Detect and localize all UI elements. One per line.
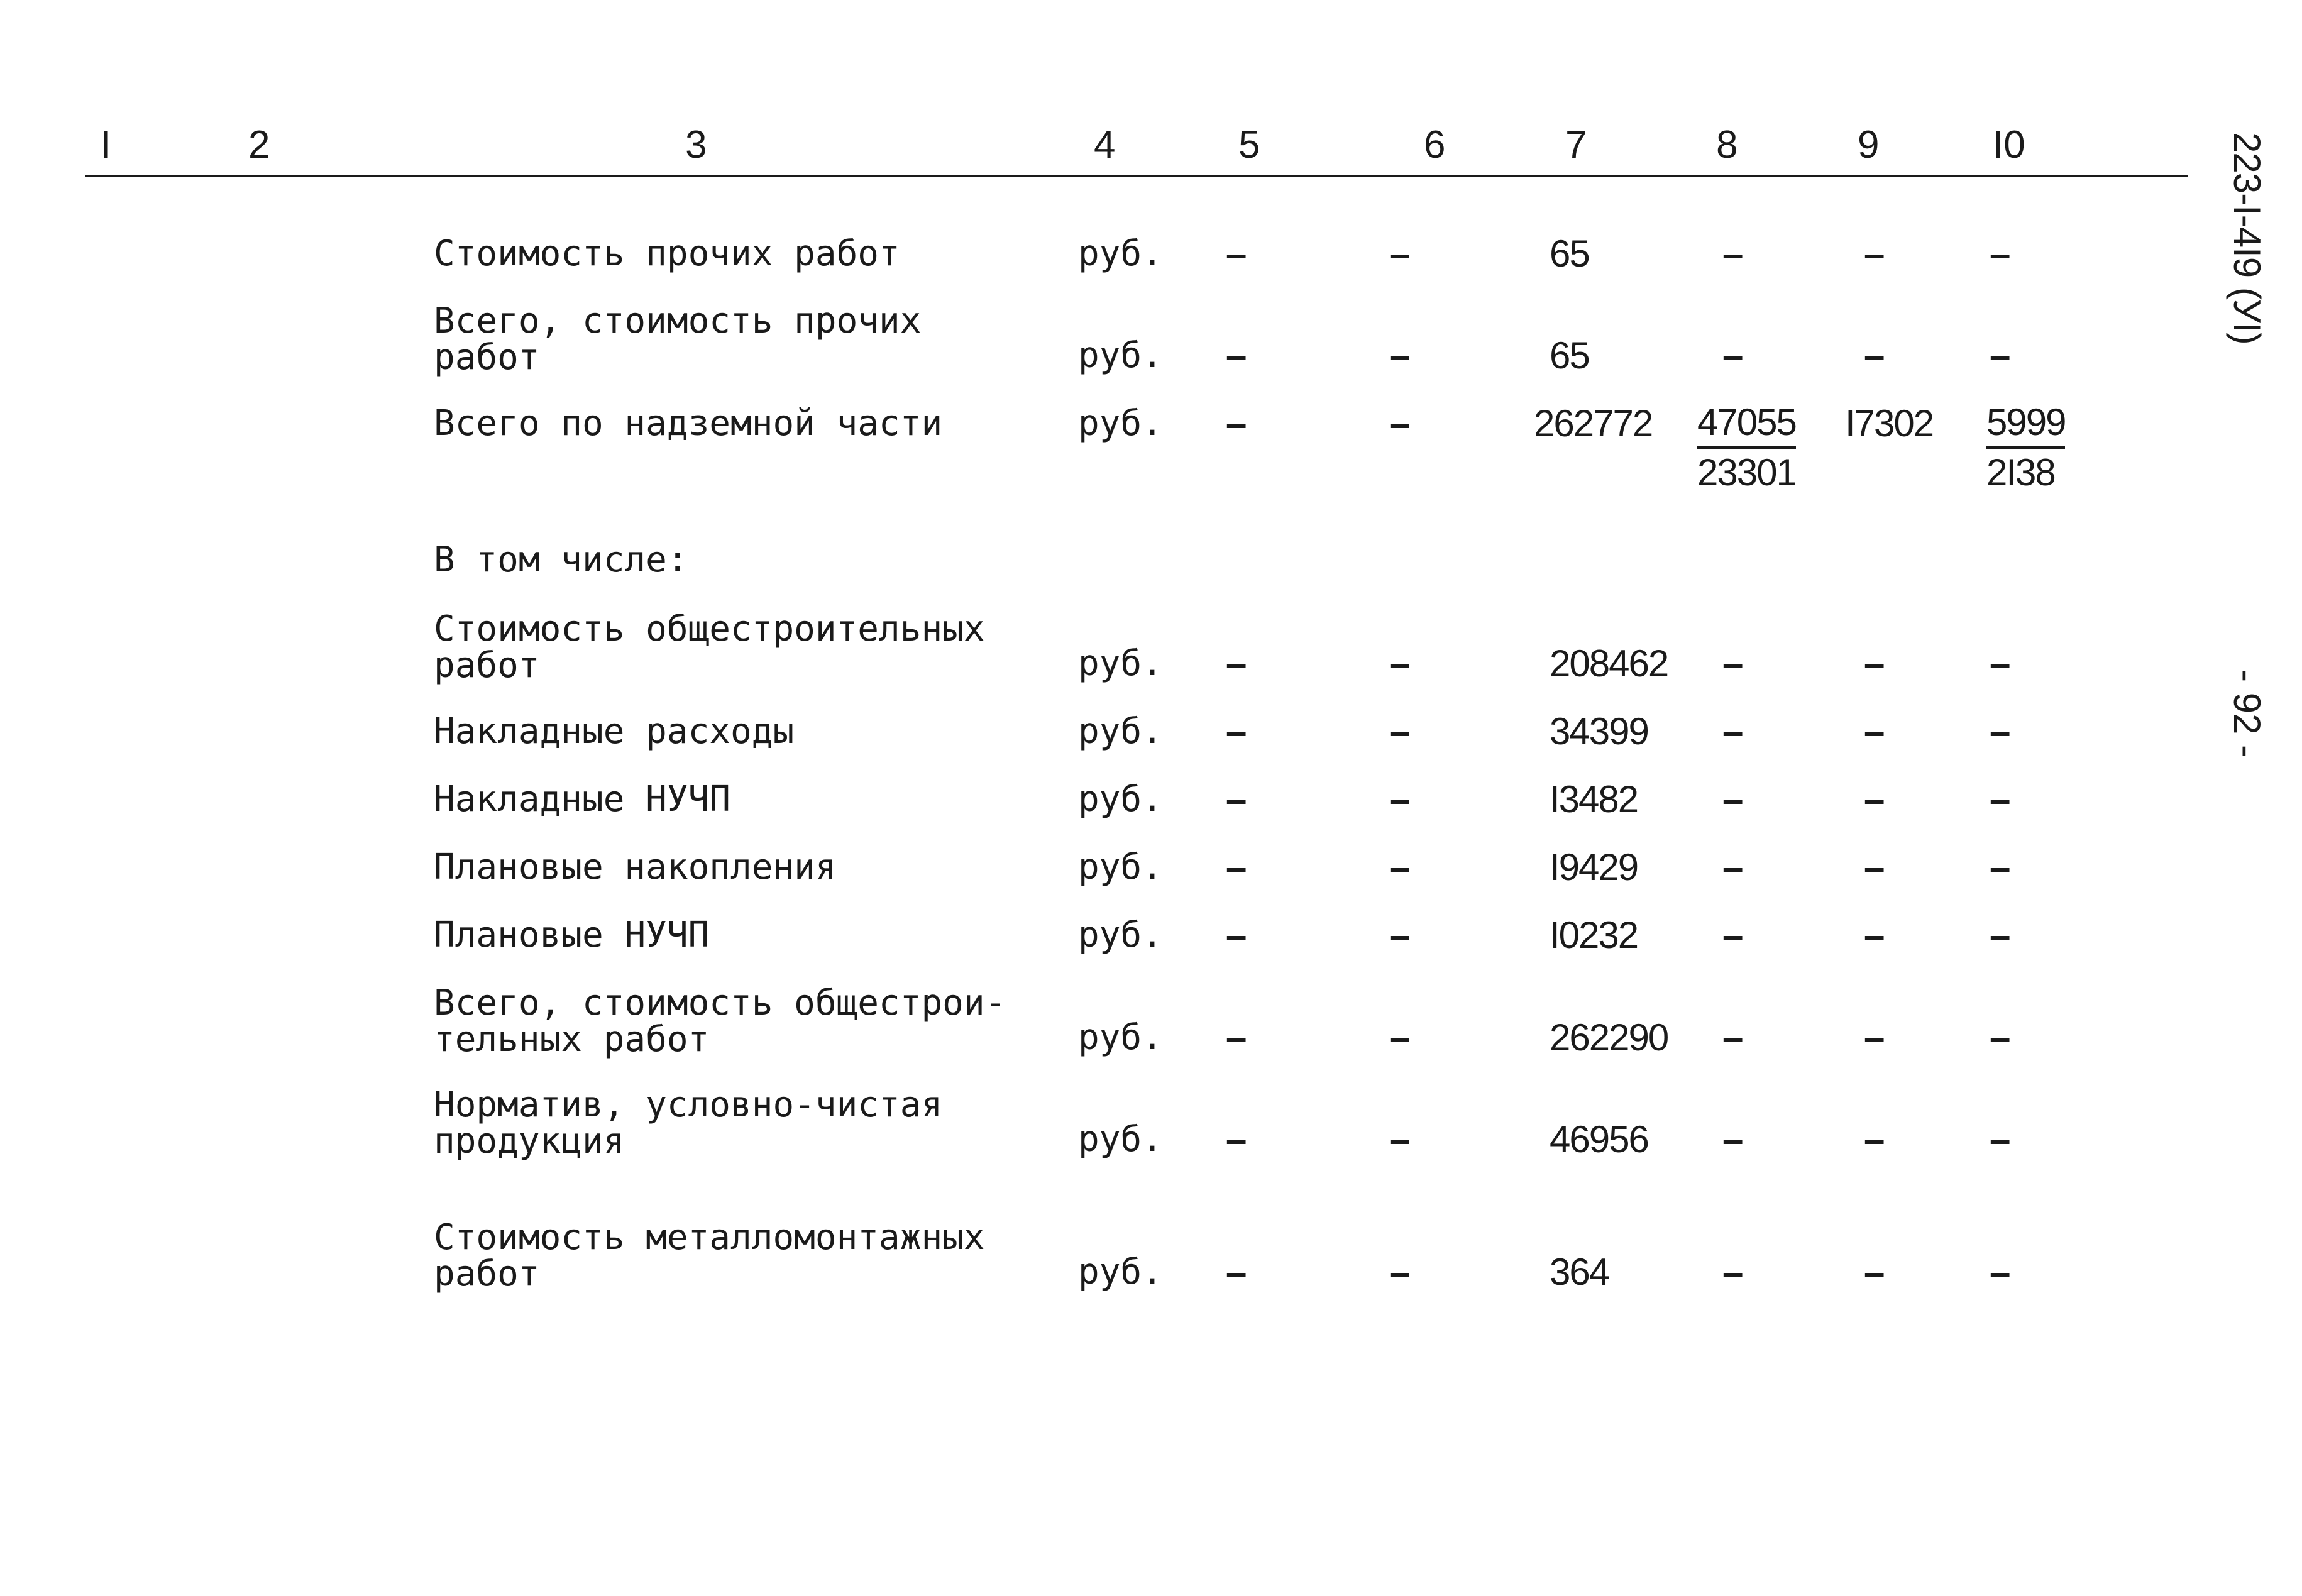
row-col5: – xyxy=(1226,1016,1247,1059)
row-unit: руб. xyxy=(1078,643,1163,684)
row-col7: 262290 xyxy=(1550,1016,1668,1059)
row-col5: – xyxy=(1226,642,1247,685)
row-col5: – xyxy=(1226,778,1247,820)
row-description: Плановые накопления xyxy=(434,847,837,888)
row-col10: – xyxy=(1990,642,2011,685)
row-col9: – xyxy=(1864,1251,1885,1293)
row-col5: – xyxy=(1226,233,1247,275)
row-description: Плановые НУЧП xyxy=(434,915,710,955)
row-col7: 208462 xyxy=(1550,642,1668,685)
row-col10: – xyxy=(1990,1118,2011,1160)
row-unit: руб. xyxy=(1078,711,1163,752)
row-col7: I9429 xyxy=(1550,846,1638,888)
row-col7: 34399 xyxy=(1550,710,1648,752)
row-col6: – xyxy=(1389,334,1411,377)
row-description: Всего по надземной части xyxy=(434,403,943,444)
row-col5: – xyxy=(1226,334,1247,377)
row-col7: 46956 xyxy=(1550,1118,1648,1160)
row-col10: – xyxy=(1990,1251,2011,1293)
col-header-2: 2 xyxy=(248,123,270,167)
row-col9: – xyxy=(1864,914,1885,956)
col-header-3: 3 xyxy=(685,123,707,167)
col-header-6: 6 xyxy=(1424,123,1446,167)
row-col8: – xyxy=(1722,1251,1744,1293)
row-col5: – xyxy=(1226,402,1247,444)
header-rule xyxy=(85,175,2188,177)
row-col9: – xyxy=(1864,1118,1885,1160)
row-col5: – xyxy=(1226,710,1247,752)
row-col6: – xyxy=(1389,233,1411,275)
col-header-8: 8 xyxy=(1716,123,1738,167)
row-col10: – xyxy=(1990,846,2011,888)
section-label: В том числе: xyxy=(434,539,688,580)
row-description: Накладные НУЧП xyxy=(434,779,731,820)
row-col10: – xyxy=(1990,914,2011,956)
row-unit: руб. xyxy=(1078,847,1163,888)
row-col8: – xyxy=(1722,846,1744,888)
row-col8: – xyxy=(1722,778,1744,820)
row-unit: руб. xyxy=(1078,403,1163,444)
row-unit: руб. xyxy=(1078,779,1163,820)
row-description: Всего, стоимость прочих работ xyxy=(434,300,922,378)
fraction-numerator: 47055 xyxy=(1697,402,1796,449)
row-col7: 65 xyxy=(1550,233,1589,275)
row-col8: – xyxy=(1722,1016,1744,1059)
col-header-1: I xyxy=(101,123,112,167)
col-header-9: 9 xyxy=(1858,123,1880,167)
row-col8: – xyxy=(1722,334,1744,377)
page-number: - 92 - xyxy=(2226,669,2268,758)
row-col6: – xyxy=(1389,710,1411,752)
row-col7: 262772 xyxy=(1534,402,1653,444)
row-col8: – xyxy=(1722,1118,1744,1160)
fraction-denominator: 23301 xyxy=(1697,451,1796,493)
row-col9: – xyxy=(1864,778,1885,820)
row-col8: – xyxy=(1722,233,1744,275)
row-description: Стоимость металломонтажных работ xyxy=(434,1217,985,1294)
row-col8: – xyxy=(1722,710,1744,752)
row-unit: руб. xyxy=(1078,1119,1163,1160)
row-col6: – xyxy=(1389,1016,1411,1059)
row-col10: – xyxy=(1990,233,2011,275)
row-col5: – xyxy=(1226,914,1247,956)
row-col10: – xyxy=(1990,778,2011,820)
row-description: Накладные расходы xyxy=(434,711,795,752)
row-unit: руб. xyxy=(1078,1252,1163,1292)
row-col10: – xyxy=(1990,710,2011,752)
row-col9: I7302 xyxy=(1845,402,1934,444)
row-col6: – xyxy=(1389,778,1411,820)
row-col10: – xyxy=(1990,1016,2011,1059)
row-col6: – xyxy=(1389,914,1411,956)
row-col10-fraction xyxy=(1986,402,2065,493)
row-col8: – xyxy=(1722,914,1744,956)
row-col6: – xyxy=(1389,846,1411,888)
document-code: 223-I-4I9 (УI) xyxy=(2226,132,2268,344)
row-col6: – xyxy=(1389,1118,1411,1160)
row-description: Стоимость прочих работ xyxy=(434,233,900,274)
fraction-numerator: 5999 xyxy=(1986,402,2065,449)
row-col5: – xyxy=(1226,1118,1247,1160)
row-description: Стоимость общестроительных работ xyxy=(434,608,985,686)
row-unit: руб. xyxy=(1078,233,1163,274)
row-description: Всего, стоимость общестрои- тельных работ xyxy=(434,982,1006,1060)
col-header-10: I0 xyxy=(1993,123,2025,167)
row-col7: I0232 xyxy=(1550,914,1638,956)
row-unit: руб. xyxy=(1078,335,1163,376)
row-col8-fraction xyxy=(1697,402,1796,493)
row-col7: 364 xyxy=(1550,1251,1609,1293)
row-col6: – xyxy=(1389,1251,1411,1293)
row-col8: – xyxy=(1722,642,1744,685)
col-header-5: 5 xyxy=(1238,123,1260,167)
row-description: Норматив, условно-чистая продукция xyxy=(434,1084,943,1162)
row-col7: 65 xyxy=(1550,334,1589,377)
row-col9: – xyxy=(1864,846,1885,888)
col-header-4: 4 xyxy=(1094,123,1116,167)
row-col7: I3482 xyxy=(1550,778,1638,820)
row-col6: – xyxy=(1389,642,1411,685)
row-col9: – xyxy=(1864,334,1885,377)
row-col5: – xyxy=(1226,1251,1247,1293)
col-header-7: 7 xyxy=(1565,123,1587,167)
row-unit: руб. xyxy=(1078,915,1163,955)
fraction-denominator: 2I38 xyxy=(1986,451,2055,493)
row-unit: руб. xyxy=(1078,1017,1163,1058)
row-col9: – xyxy=(1864,710,1885,752)
row-col6: – xyxy=(1389,402,1411,444)
row-col5: – xyxy=(1226,846,1247,888)
row-col9: – xyxy=(1864,1016,1885,1059)
row-col9: – xyxy=(1864,233,1885,275)
row-col10: – xyxy=(1990,334,2011,377)
row-col9: – xyxy=(1864,642,1885,685)
